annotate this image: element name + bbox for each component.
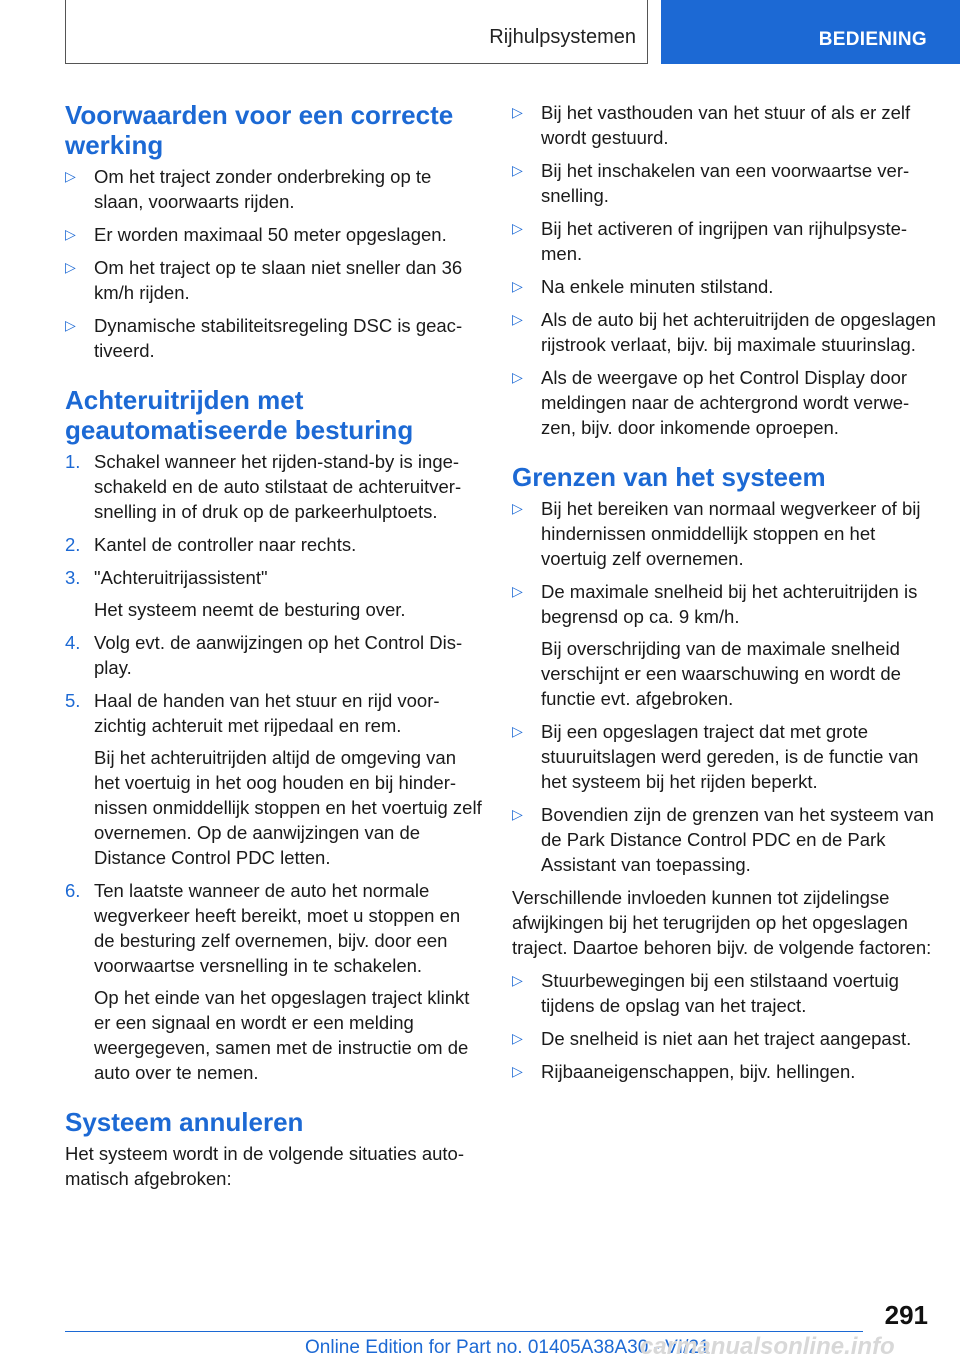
triangle-bullet-icon: ▷ bbox=[65, 259, 76, 275]
list-item: ▷ Dynamische stabiliteitsregeling DSC is geactiveerd. bbox=[65, 315, 463, 361]
list-item: ▷ Bij het vasthouden van het stuur of als er zelf wordt gestuurd. bbox=[512, 102, 911, 148]
factors-list bbox=[512, 968, 937, 1084]
page-number: 291 bbox=[884, 1300, 928, 1330]
heading-achteruitrijden: Achteruitrijden met geautomatiseerde besturing bbox=[65, 385, 414, 445]
list-item: ▷ De snelheid is niet aan het traject aangepast. bbox=[512, 1028, 912, 1049]
step-number: 1. bbox=[65, 451, 81, 472]
step-item: 3. "Achteruitrijassistent" Het systeem neemt de besturing over. bbox=[65, 567, 406, 620]
triangle-bullet-icon: ▷ bbox=[512, 1063, 523, 1079]
list-item: ▷ Na enkele minuten stilstand. bbox=[512, 276, 774, 297]
step-item: 5. Haal de handen van het stuur en rijd voorzichtig achteruit met rijpedaal en rem. Bij het achteruitrijden altijd de omgeving van het voertuig in het oog houden en bij hindernissen onmiddellijk stoppen en het voertuig zelf overnemen. Op de aanwijzingen van de Distance Control PDC letten. bbox=[65, 690, 482, 868]
step-number: 5. bbox=[65, 690, 81, 711]
list-item: ▷ Om het traject zonder onderbreking op te slaan, voorwaarts rijden. bbox=[65, 166, 432, 212]
heading-systeem-annuleren: Systeem annuleren bbox=[65, 1107, 304, 1137]
list-item: ▷ Als de weergave op het Control Display door meldingen naar de achtergrond wordt verwezen, bijv. door inkomende oproepen. bbox=[512, 367, 910, 438]
list-item: ▷ Bovendien zijn de grenzen van het systeem van de Park Distance Control PDC en de Park Assistant van toepassing. bbox=[512, 804, 934, 875]
steps-list bbox=[65, 449, 485, 1085]
triangle-bullet-icon: ▷ bbox=[512, 972, 523, 988]
step-number: 3. bbox=[65, 567, 81, 588]
triangle-bullet-icon: ▷ bbox=[65, 317, 76, 333]
list-item: ▷ Bij het activeren of ingrijpen van rijhulpsystemen. bbox=[512, 218, 908, 264]
heading-voorwaarden: Voorwaarden voor een correcte werking bbox=[65, 100, 454, 160]
triangle-bullet-icon: ▷ bbox=[512, 278, 523, 294]
header-section-title: Rijhulpsystemen bbox=[489, 26, 636, 48]
triangle-bullet-icon: ▷ bbox=[512, 311, 523, 327]
list-item: ▷ Stuurbewegingen bij een stilstaand voertuig tijdens de opslag van het traject. bbox=[512, 970, 899, 1016]
heading-grenzen: Grenzen van het systeem bbox=[512, 462, 826, 492]
triangle-bullet-icon: ▷ bbox=[512, 162, 523, 178]
cancel-conditions-list bbox=[512, 100, 937, 440]
step-item: 2. Kantel de controller naar rechts. bbox=[65, 534, 357, 555]
triangle-bullet-icon: ▷ bbox=[512, 723, 523, 739]
triangle-bullet-icon: ▷ bbox=[512, 369, 523, 385]
step-number: 2. bbox=[65, 534, 81, 555]
list-item: ▷ Bij een opgeslagen traject dat met grote stuuruitslagen werd gereden, is de functie van het systeem bij het rijden beperkt. bbox=[512, 721, 919, 792]
watermark-logo: carmanualsonline.info bbox=[640, 1333, 895, 1360]
triangle-bullet-icon: ▷ bbox=[512, 1030, 523, 1046]
list-item: ▷ Bij het inschakelen van een voorwaartse versnelling. bbox=[512, 160, 910, 206]
list-item: ▷ De maximale snelheid bij het achteruitrijden is begrensd op ca. 9 km/h. Bij overschrijding van de maximale snelheid verschijnt er een waarschuwing en wordt de functie evt. afgebroken. bbox=[512, 581, 918, 709]
step-item: 4. Volg evt. de aanwijzingen op het Control Display. bbox=[65, 632, 463, 678]
triangle-bullet-icon: ▷ bbox=[65, 168, 76, 184]
step-item: 1. Schakel wanneer het rijden-stand-by is ingeschakeld en de auto stilstaat de achteruitversnelling in of druk op de parkeerhulptoets. bbox=[65, 451, 462, 522]
footer-divider bbox=[65, 1331, 863, 1332]
list-item: ▷ Om het traject op te slaan niet sneller dan 36 km/h rijden. bbox=[65, 257, 463, 303]
triangle-bullet-icon: ▷ bbox=[65, 226, 76, 242]
header-chapter-tab: BEDIENING bbox=[661, 0, 960, 64]
list-item: ▷ Rijbaaneigenschappen, bijv. hellingen. bbox=[512, 1061, 856, 1082]
list-item: ▷ Er worden maximaal 50 meter opgeslagen. bbox=[65, 224, 447, 245]
triangle-bullet-icon: ▷ bbox=[512, 500, 523, 516]
paragraph: Verschillende invloeden kunnen tot zijdelingse afwijkingen bij het terugrijden op het opgeslagen traject. Daartoe behoren bijv. de volgende factoren: bbox=[512, 887, 932, 958]
triangle-bullet-icon: ▷ bbox=[512, 806, 523, 822]
step-item: 6. Ten laatste wanneer de auto het normale wegverkeer heeft bereikt, moet u stoppen en de besturing zelf overnemen, bijv. door een voorwaartse versnelling in te schakelen. Op het einde van het opgeslagen traject klinkt er een signaal en wordt er een melding weergegeven, samen met de instructie om de auto over te nemen. bbox=[65, 880, 470, 1083]
triangle-bullet-icon: ▷ bbox=[512, 583, 523, 599]
left-column bbox=[65, 100, 485, 1199]
list-item: ▷ Bij het bereiken van normaal wegverkeer of bij hindernissen onmiddellijk stoppen en het voertuig zelf overnemen. bbox=[512, 498, 921, 569]
edition-text: Online Edition for Part no. 01405A38A30 - VI/21 bbox=[305, 1337, 710, 1358]
triangle-bullet-icon: ▷ bbox=[512, 104, 523, 120]
requirements-list bbox=[65, 164, 485, 363]
triangle-bullet-icon: ▷ bbox=[512, 220, 523, 236]
list-item: ▷ Als de auto bij het achteruitrijden de opgeslagen rijstrook verlaat, bijv. bij maximale stuurinslag. bbox=[512, 309, 936, 355]
step-number: 4. bbox=[65, 632, 81, 653]
step-number: 6. bbox=[65, 880, 81, 901]
right-column bbox=[512, 100, 937, 1092]
paragraph: Het systeem wordt in de volgende situaties automatisch afgebroken: bbox=[65, 1143, 464, 1189]
limits-list bbox=[512, 496, 937, 877]
